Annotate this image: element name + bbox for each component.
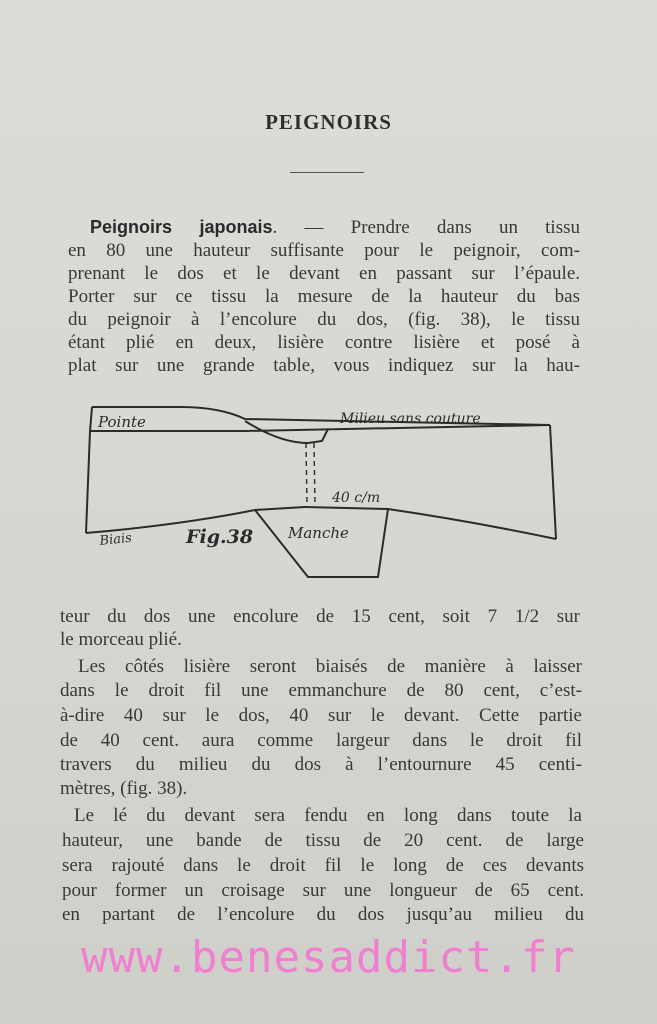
pattern-diagram <box>70 395 570 585</box>
label-milieu: Milieu sans couture <box>340 411 481 427</box>
sleeve-shape <box>255 509 388 577</box>
text-line <box>90 216 580 239</box>
label-pointe: Pointe <box>98 413 146 431</box>
text-line: à-dire 40 sur le dos, 40 sur le devant. Cette partie <box>60 705 582 726</box>
text-line: le morceau plié. <box>60 629 182 650</box>
label-measure: 40 c/m <box>332 490 381 506</box>
watermark: www.benesaddict.fr <box>81 932 576 983</box>
text-line: hauteur, une bande de tissu de 20 cent. de large <box>62 830 584 851</box>
top-edge <box>92 407 550 425</box>
label-biais: Biais <box>98 530 133 549</box>
text-line: en 80 une hauteur suffisante pour le peignoir, com- <box>68 240 580 261</box>
text-line: dans le droit fil une emmanchure de 80 cent, c’est- <box>60 680 582 701</box>
text-line: étant plié en deux, lisière contre lisière et posé à <box>68 332 580 353</box>
text-line: prenant le dos et le devant en passant sur l’épaule. <box>68 263 580 284</box>
text-line: Porter sur ce tissu la mesure de la hauteur du bas <box>68 286 580 307</box>
label-fig: Fig.38 <box>186 526 254 548</box>
text-line: teur du dos une encolure de 15 cent, soit 7 1/2 sur <box>60 606 580 627</box>
fold-line-left <box>306 443 307 505</box>
text-line: en partant de l’encolure du dos jusqu’au milieu du <box>62 904 584 925</box>
lead-rest: . — Prendre dans un tissu <box>272 217 580 238</box>
inner-line <box>90 425 550 431</box>
page-title: PEIGNOIRS <box>265 110 392 134</box>
section-lead: Peignoirs japonais <box>90 217 273 237</box>
left-side <box>86 431 90 533</box>
label-manche: Manche <box>288 524 349 542</box>
text-line: sera rajouté dans le droit fil le long de ces devants <box>62 855 584 876</box>
text-line: mètres, (fig. 38). <box>60 778 188 799</box>
title-divider <box>290 172 364 173</box>
right-side <box>550 425 556 539</box>
text-line: de 40 cent. aura comme largeur dans le droit fil <box>60 730 582 751</box>
pointe-border <box>90 407 92 431</box>
text-line: pour former un croisage sur une longueur de 65 cent. <box>62 880 584 901</box>
text-line: du peignoir à l’encolure du dos, (fig. 38), le tissu <box>68 309 580 330</box>
text-line: Le lé du devant sera fendu en long dans toute la <box>74 805 582 826</box>
text-line: travers du milieu du dos à l’entournure 45 centi- <box>60 754 582 775</box>
text-line: Les côtés lisière seront biaisés de manière à laisser <box>78 656 582 677</box>
text-line: plat sur une grande table, vous indiquez sur la hau- <box>68 355 580 376</box>
neckline-curve <box>245 421 328 443</box>
fold-line-right <box>314 443 315 505</box>
